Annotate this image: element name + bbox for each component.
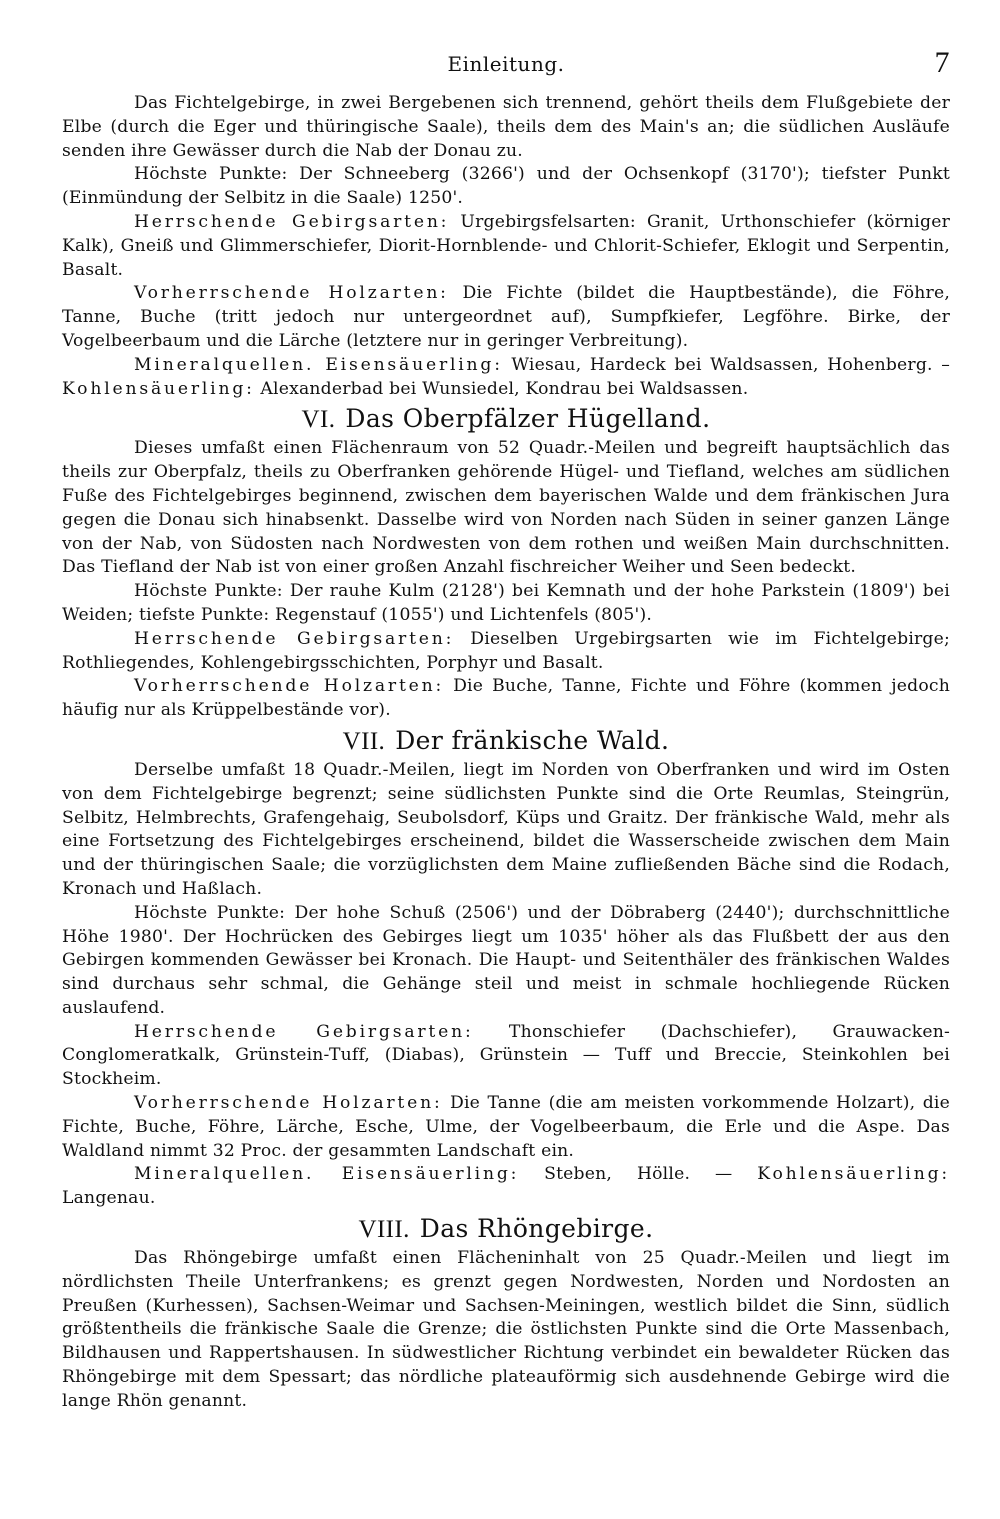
rock-types-text: Thonschiefer (Dachschiefer), Grauwacken-Conglomeratkalk, Grünstein-Tuff, (Diabas), Grünstein — Tuff und Breccie, Steinkohlen bei Stockheim. [62, 1021, 950, 1090]
mineral-springs-text: Steben, Hölle. — [519, 1164, 758, 1185]
tree-species-label: Vorherrschende Holzarten: [134, 676, 445, 697]
highest-points-paragraph: Höchste Punkte: Der rauhe Kulm (2128') bei Kemnath und der hohe Parkstein (1809') bei Weiden; tiefste Punkte: Regenstauf (1055') und Lichtenfels (805'). [62, 581, 950, 625]
section-numeral: VIII. [358, 1216, 410, 1244]
tree-species-text: Die Fichte (bildet die Hauptbestände), die Föhre, Tanne, Buche (tritt jedoch nur untergeordnet auf), Sumpfkiefer, Legföhre. Birke, der Vogelbeerbaum und die Lärche (letztere nur in geringer Verbreitung). [62, 283, 950, 351]
section-title: Das Oberpfälzer Hügelland. [345, 404, 711, 434]
carbonic-springs-text: Alexanderbad bei Wunsiedel, Kondrau bei Waldsassen. [254, 378, 749, 399]
mineral-springs-text: Wiesau, Hardeck bei Waldsassen, Hohenberg. – [502, 354, 950, 375]
running-title: Einleitung. [447, 52, 565, 76]
section-viii-intro-paragraph: Das Rhöngebirge umfaßt einen Flächeninhalt von 25 Quadr.-Meilen und liegt im nördlichsten Theile Unterfrankens; es grenzt gegen Nordwesten, Norden und Nordosten an Preußen (Kurhessen), Sachsen-Weimar und Sachsen-Meiningen, westlich bildet die Sinn, südlich größtentheils die fränkische Saale die Grenze; die östlichsten Punkte sind die Orte Massenbach, Bildhausen und Rappertshausen. In südwestlicher Richtung verbindet ein bewaldeter Rücken das Rhöngebirge mit dem Spessart; das nördliche plateauförmig sich ausdehnende Gebirge wird die lange Rhön genannt. [62, 1248, 950, 1411]
rock-types-text: Urgebirgsfelsarten: Granit, Urthonschiefer (körniger Kalk), Gneiß und Glimmerschiefer, Diorit-Hornblende- und Chlorit-Schiefer, Eklogit und Serpentin, Basalt. [62, 211, 950, 280]
tree-species-label: Vorherrschende Holzarten: [134, 1093, 443, 1114]
rock-types-paragraph [62, 1021, 950, 1092]
page-number: 7 [934, 46, 950, 79]
tree-species-paragraph [62, 1092, 950, 1163]
tree-species-text: Die Buche, Tanne, Fichte und Föhre (kommen jedoch häufig nur als Krüppelbestände vor). [62, 676, 950, 721]
rock-types-label: Herrschende Gebirgsarten: [134, 1021, 474, 1042]
tree-species-label: Vorherrschende Holzarten: [134, 283, 449, 304]
carbonic-springs-text: Langenau. [62, 1188, 156, 1209]
section-vi-intro-paragraph: Dieses umfaßt einen Flächenraum von 52 Quadr.-Meilen und begreift hauptsächlich das theils zur Oberpfalz, theils zu Oberfranken gehörende Hügel- und Tiefland, welches am südlichen Fuße des Fichtelgebirges beginnend, zwischen dem bayerischen Walde und dem fränkischen Jura gegen die Donau sich hinabsenkt. Dasselbe wird von Norden nach Süden in seiner ganzen Länge von der Nab, von Südosten nach Nordwesten von dem rothen und weißen Main durchschnitten. Das Tiefland der Nab ist von einer großen Anzahl fischreicher Weiher und Seen bedeckt. [62, 438, 950, 578]
rock-types-label: Herrschende Gebirgsarten: [134, 628, 455, 649]
page-body [62, 92, 950, 1414]
section-heading-vii [62, 726, 950, 757]
rock-types-label: Herrschende Gebirgsarten: [134, 211, 450, 232]
tree-species-text: Die Tanne (die am meisten vorkommende Holzart), die Fichte, Buche, Föhre, Lärche, Esche, Ulme, der Vogelbeerbaum, die Erle und die Aspe. Das Waldland nimmt 32 Proc. der gesammten Landschaft ein. [62, 1093, 950, 1161]
carbonic-springs-label: Kohlensäuerling: [757, 1164, 950, 1185]
section-title: Das Rhöngebirge. [419, 1214, 654, 1244]
highest-points-paragraph: Höchste Punkte: Der hohe Schuß (2506') und der Döbraberg (2440'); durchschnittliche Höhe 1980'. Der Hochrücken des Gebirges liegt um 1035' höher als das Flußbett der aus den Gebirgen kommenden Gewässer bei Kronach. Die Haupt- und Seitenthäler des fränkischen Waldes sind durchaus sehr schmal, die Gehänge steil und meist in schmale hochliegende Rücken auslaufend. [62, 902, 950, 1018]
highest-points-paragraph: Höchste Punkte: Der Schneeberg (3266') und der Ochsenkopf (3170'); tiefster Punkt (Einmündung der Selbitz in die Saale) 1250'. [62, 164, 950, 209]
section-heading-viii [62, 1214, 950, 1245]
mineral-springs-paragraph [62, 354, 950, 402]
running-head [62, 46, 950, 92]
section-numeral: VI. [301, 406, 336, 434]
tree-species-paragraph [62, 675, 950, 723]
mineral-springs-label: Mineralquellen. Eisensäuerling: [134, 354, 503, 375]
tree-species-paragraph [62, 282, 950, 353]
section-title: Der fränkische Wald. [395, 725, 670, 755]
section-heading-vi [62, 404, 950, 435]
mineral-springs-label: Mineralquellen. Eisensäuerling: [134, 1164, 520, 1185]
rock-types-text: Dieselben Urgebirgsarten wie im Fichtelgebirge; Rothliegendes, Kohlengebirgsschichten, Porphyr und Basalt. [62, 628, 950, 673]
mineral-springs-paragraph [62, 1163, 950, 1211]
fichtelgebirge-paragraph: Das Fichtelgebirge, in zwei Bergebenen sich trennend, gehört theils dem Flußgebiete der Elbe (durch die Eger und thüringische Saale), theils dem des Main's an; die südlichen Ausläufe senden ihre Gewässer durch die Nab der Donau zu. [62, 93, 950, 161]
section-vii-intro-paragraph: Derselbe umfaßt 18 Quadr.-Meilen, liegt im Norden von Oberfranken und wird im Osten von dem Fichtelgebirge begrenzt; seine südlichsten Punkte sind die Orte Reumlas, Steingrün, Selbitz, Helmbrechts, Grafengehaig, Seubolsdorf, Küps und Graitz. Der fränkische Wald, mehr als eine Fortsetzung des Fichtelgebirges erscheinend, bildet die Wasserscheide zwischen dem Main und der thüringischen Saale; die vorzüglichsten dem Maine zufließenden Bäche sind die Rodach, Kronach und Haßlach. [62, 759, 950, 899]
rock-types-paragraph [62, 628, 950, 676]
rock-types-paragraph [62, 211, 950, 282]
carbonic-springs-label: Kohlensäuerling: [62, 378, 255, 399]
section-numeral: VII. [342, 727, 386, 755]
